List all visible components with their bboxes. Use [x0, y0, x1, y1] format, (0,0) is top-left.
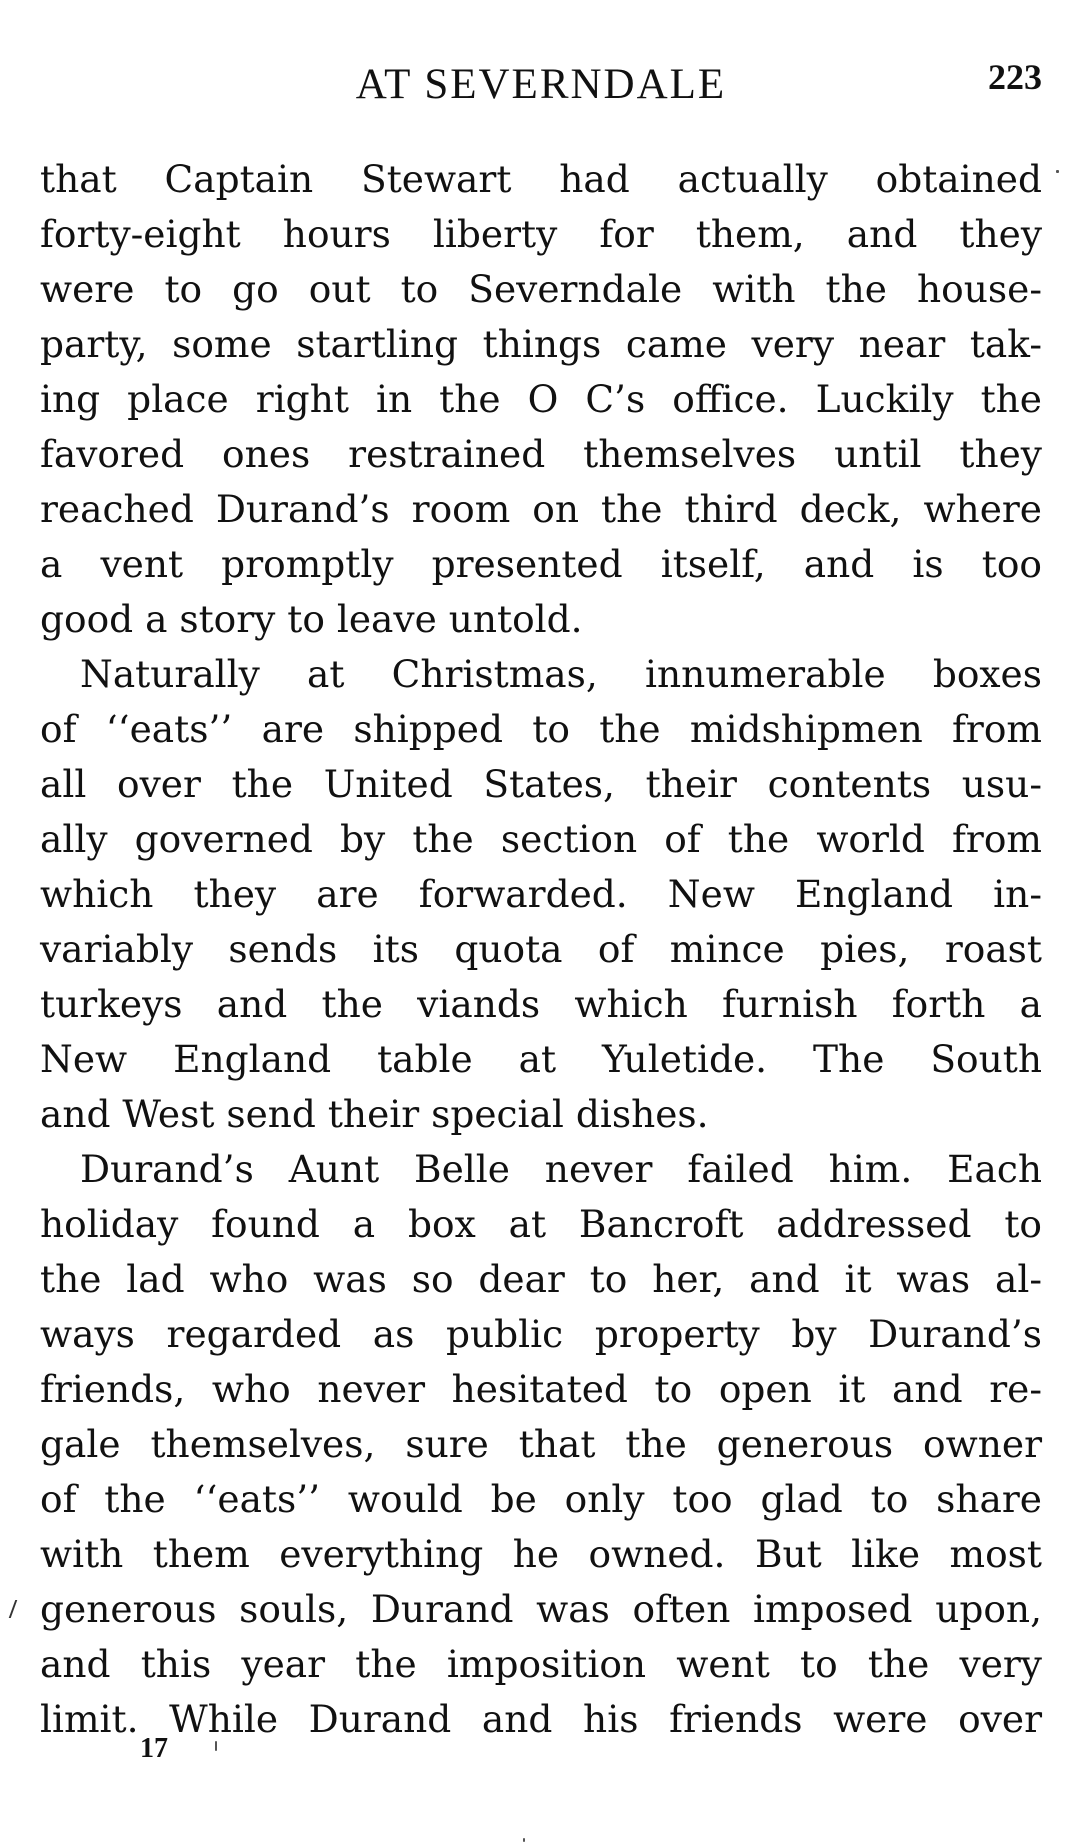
text-line: a vent promptly presented itself, and is too [40, 542, 1042, 586]
text-line: Durand’s Aunt Belle never failed him. Each [80, 1147, 1042, 1191]
text-line: good a story to leave untold. [40, 597, 583, 641]
text-line: with them everything he owned. But like most [40, 1532, 1042, 1576]
text-line: New England table at Yuletide. The South [40, 1037, 1042, 1081]
text-line: ally governed by the section of the world from [40, 817, 1042, 861]
text-line: were to go out to Severndale with the house- [40, 267, 1042, 311]
text-line: all over the United States, their contents usu- [40, 762, 1042, 806]
paper-speck [215, 1741, 217, 1751]
text-line: the lad who was so dear to her, and it was al- [40, 1257, 1042, 1301]
paper-speck [1056, 170, 1059, 173]
text-line: variably sends its quota of mince pies, roast [40, 927, 1042, 971]
text-line: generous souls, Durand was often imposed upon, [40, 1587, 1042, 1631]
running-head [40, 56, 1042, 116]
text-line: favored ones restrained themselves until they [40, 432, 1042, 476]
text-line: which they are forwarded. New England in- [40, 872, 1042, 916]
text-line: of ‘‘eats’’ are shipped to the midshipmen from [40, 707, 1042, 751]
text-line: that Captain Stewart had actually obtained [40, 157, 1042, 201]
text-line: and West send their special dishes. [40, 1092, 709, 1136]
signature-mark: 17 [140, 1733, 168, 1764]
paper-speck [523, 1838, 525, 1842]
text-line: forty-eight hours liberty for them, and they [40, 212, 1042, 256]
text-line: and this year the imposition went to the very [40, 1642, 1042, 1686]
text-line: ways regarded as public property by Durand’s [40, 1312, 1042, 1356]
text-line: turkeys and the viands which furnish forth a [40, 982, 1042, 1026]
text-line: ing place right in the O C’s office. Luckily the [40, 377, 1042, 421]
page-number: 223 [988, 57, 1042, 97]
text-line: limit. While Durand and his friends were over [40, 1697, 1042, 1741]
running-title: AT SEVERNDALE [355, 61, 727, 108]
text-line: party, some startling things came very near tak- [40, 322, 1042, 366]
body-text [40, 152, 1042, 1747]
text-line: Naturally at Christmas, innumerable boxes [80, 652, 1042, 696]
text-line: gale themselves, sure that the generous owner [40, 1422, 1042, 1466]
text-line: of the ‘‘eats’’ would be only too glad to share [40, 1477, 1042, 1521]
text-line: friends, who never hesitated to open it and re- [40, 1367, 1042, 1411]
text-line: holiday found a box at Bancroft addressed to [40, 1202, 1042, 1246]
margin-mark [9, 1600, 24, 1618]
text-line: reached Durand’s room on the third deck, where [40, 487, 1042, 531]
